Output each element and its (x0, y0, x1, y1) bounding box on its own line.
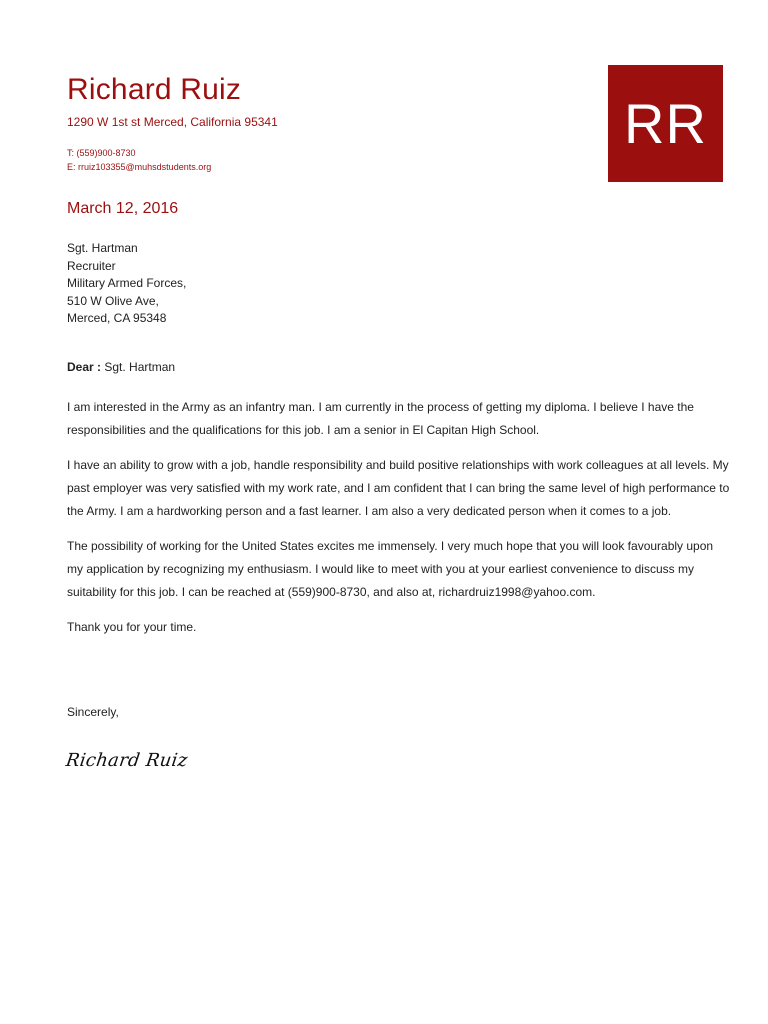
signature: Richard Ruiz (64, 750, 190, 771)
closing: Sincerely, (67, 705, 119, 719)
sender-address: 1290 W 1st st Merced, California 95341 (67, 115, 278, 129)
body-paragraph: Thank you for your time. (67, 620, 197, 634)
letter-date: March 12, 2016 (67, 200, 179, 217)
recipient-line: 510 W Olive Ave, (67, 293, 159, 308)
body-paragraph: I have an ability to grow with a job, handle responsibility and build positive relationships with work colleagues at all levels. My past employer was very satisfied with my work rate, and I am confident that I can bring the same level of high performance to the Army. I am a hardworking person and a fast learner. I am also a very dedicated person when it comes to a job. (67, 458, 730, 518)
monogram-badge (608, 65, 723, 182)
sender-contact (67, 146, 211, 174)
body-paragraph: The possibility of working for the United States excites me immensely. I very much hope that you will look favourably upon my application by recognizing my enthusiasm. I would like to meet with you at your earliest convenience to discuss my suitability for this job. I can be reached at (559)900-8730, and also at, richardruiz1998@yahoo.com. (67, 539, 714, 599)
recipient-block (67, 240, 186, 328)
sender-phone: T: (559)900-8730 (67, 148, 136, 158)
letter-body (67, 396, 732, 651)
body-paragraph: I am interested in the Army as an infantry man. I am currently in the process of getting my diploma. I believe I have the responsibilities and the qualifications for this job. I am a senior in El Capitan High School. (67, 400, 694, 437)
recipient-line: Recruiter (67, 258, 116, 273)
recipient-line: Merced, CA 95348 (67, 311, 167, 326)
sender-email: E: rruiz103355@muhsdstudents.org (67, 162, 212, 172)
monogram-text: RR (624, 92, 707, 155)
salutation-label: Dear : (67, 360, 102, 374)
recipient-line: Military Armed Forces, (67, 276, 187, 291)
salutation (67, 360, 175, 374)
salutation-name: Sgt. Hartman (104, 360, 176, 374)
sender-name: Richard Ruiz (67, 73, 242, 106)
recipient-line: Sgt. Hartman (67, 241, 138, 255)
